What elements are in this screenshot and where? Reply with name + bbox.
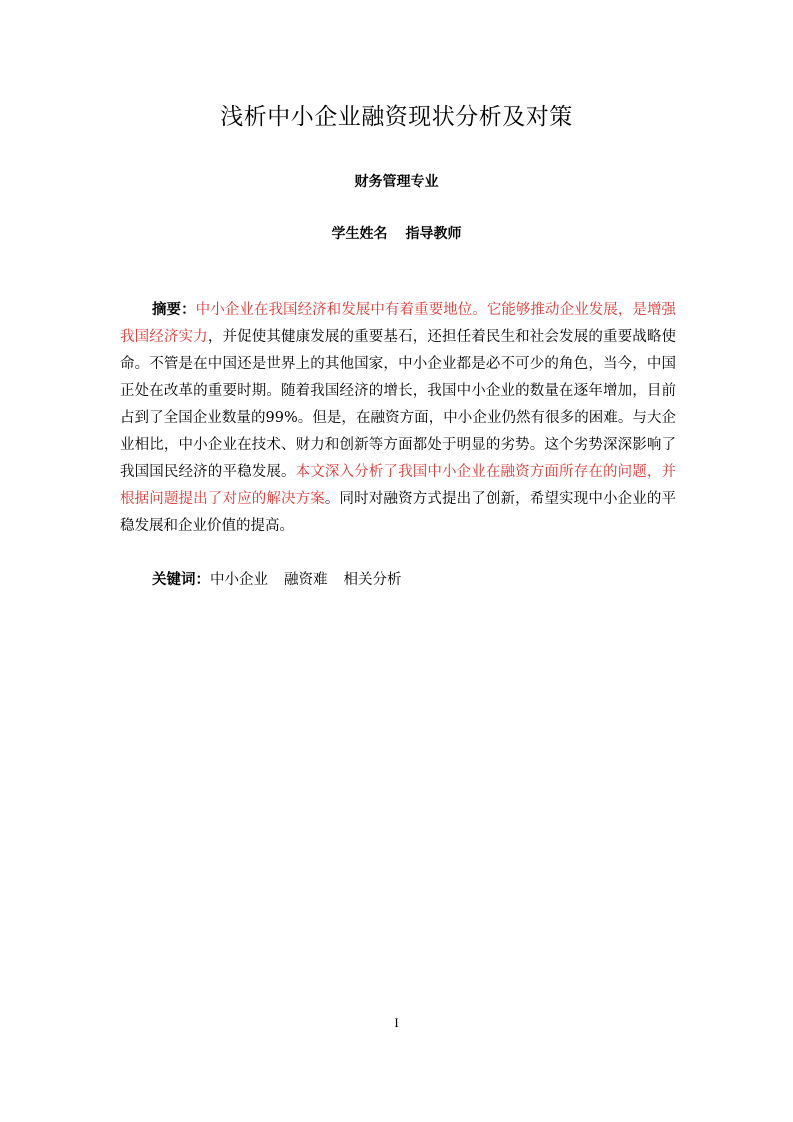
page-title: 浅析中小企业融资现状分析及对策 bbox=[220, 104, 573, 130]
author-line bbox=[0, 223, 793, 245]
keyword-item: 融资难 bbox=[284, 572, 328, 588]
abstract-highlight-2: 本文深入分析了我国中小企业在融资方面所存在的问题，并根据问题提出了对应的解决方案 bbox=[120, 464, 677, 507]
keyword-item: 中小企业 bbox=[210, 572, 268, 588]
keyword-item: 相关分析 bbox=[343, 572, 402, 588]
advisor-label: 指导教师 bbox=[405, 226, 462, 242]
student-name-label: 学生姓名 bbox=[331, 226, 388, 242]
abstract-text-1: ，并促使其健康发展的重要基石，还担任着民生和社会发展的重要战略使命。不管是在中国还是世界上的其他国家，中小企业都是必不可少的角色，当今，中国正处在改革的重要时期。随着我国经济的增长，我国中小企业的数量在逐年增加，目前占到了全国企业数量的99%。但是，在融资方面，中小企业仍然有很多的困难。与大企业相比，中小企业在技术、财力和创新等方面都处于明显的劣势。这个劣势深深影响了我国国民经济的平稳发展。 bbox=[120, 329, 676, 480]
keywords-line bbox=[120, 567, 676, 594]
abstract-text-2: 。同时对融资方式提出了创新，希望实现中小企业的平稳发展和企业价值的提高。 bbox=[120, 491, 676, 534]
abstract-paragraph bbox=[120, 297, 676, 540]
abstract-highlight-1: 中小企业在我国经济和发展中有着重要地位。它能够推动企业发展，是增强我国经济实力 bbox=[120, 302, 676, 345]
major-line: 财务管理专业 bbox=[354, 174, 439, 190]
page-number: I bbox=[394, 1015, 399, 1030]
abstract-label: 摘要： bbox=[152, 302, 196, 318]
keywords-label: 关键词： bbox=[152, 572, 210, 588]
